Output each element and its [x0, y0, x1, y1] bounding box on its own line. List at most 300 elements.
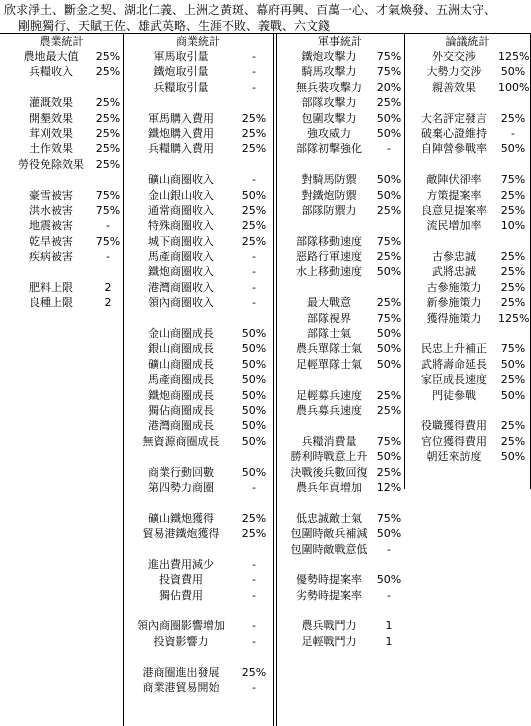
- stat-value: 25%: [241, 203, 267, 217]
- stat-row: [276, 542, 404, 557]
- stat-label: 部隊防禦力: [301, 203, 357, 217]
- stat-value: 25%: [241, 527, 267, 541]
- stat-row: [0, 218, 123, 233]
- stat-row: [404, 434, 531, 449]
- stat-value: 50%: [376, 357, 402, 371]
- stat-label: 良意見提案率: [421, 203, 487, 217]
- stat-label: 港灣商圈成長: [148, 419, 214, 433]
- stat-row: [276, 126, 404, 141]
- column-header: 論議統計: [445, 35, 490, 48]
- stat-row: [123, 449, 273, 464]
- stat-value: 50%: [376, 265, 402, 279]
- stat-value: -: [252, 50, 256, 63]
- stat-label: 古參忠誠: [432, 250, 476, 264]
- column-divider: [276, 34, 277, 726]
- stat-row: [404, 188, 531, 203]
- stat-value: 50%: [241, 327, 267, 341]
- stat-label: 方策提案率: [426, 188, 482, 202]
- stat-value: 50%: [241, 434, 267, 448]
- stat-value: 100%: [498, 80, 530, 94]
- stat-row: [276, 295, 404, 310]
- stat-label: 足輕單隊士氣: [296, 357, 362, 371]
- stat-row: [123, 341, 273, 356]
- stat-label: 大名評定發言: [421, 111, 487, 125]
- stat-value: 50%: [376, 573, 402, 587]
- stat-row: [276, 157, 404, 172]
- stat-value: 25%: [95, 111, 121, 125]
- stat-row: [0, 95, 123, 110]
- stat-row: [0, 188, 123, 203]
- stat-row: [123, 634, 273, 649]
- stat-row: [0, 295, 123, 310]
- stat-value: 50%: [241, 465, 267, 479]
- stat-row: [123, 95, 273, 110]
- stat-row: [404, 295, 531, 310]
- stat-row: [404, 203, 531, 218]
- stat-row: [123, 295, 273, 310]
- stat-label: 豪雪被害: [29, 188, 73, 202]
- stat-row: [123, 372, 273, 387]
- stat-row: [276, 418, 404, 433]
- stat-row: [123, 280, 273, 295]
- stat-row: [276, 588, 404, 603]
- stat-row: [123, 434, 273, 449]
- stat-label: 古參施策力: [426, 280, 482, 294]
- stat-label: 最大戰意: [307, 296, 351, 310]
- stat-value: 75%: [95, 203, 121, 217]
- stat-label: 民忠上升補正: [421, 342, 487, 356]
- stat-label: 劣勢時提案率: [296, 588, 362, 602]
- stat-row: [123, 157, 273, 172]
- stat-label: 部隊攻擊力: [301, 96, 357, 110]
- stat-label: 新參施策力: [426, 296, 482, 310]
- stat-value: 25%: [500, 250, 526, 264]
- column-divider: [273, 34, 274, 726]
- stat-row: [276, 495, 404, 510]
- stat-value: 50%: [241, 357, 267, 371]
- stat-row: [123, 64, 273, 79]
- stat-row: [276, 280, 404, 295]
- stat-row: [404, 449, 531, 464]
- stat-value: 50%: [376, 173, 402, 187]
- stat-label: 農地最大值: [23, 50, 79, 63]
- stat-row: [123, 172, 273, 187]
- stat-label: 良種上限: [29, 296, 73, 310]
- stat-row: [276, 234, 404, 249]
- stat-row: [404, 95, 531, 110]
- council-stats-column: [404, 34, 531, 726]
- stat-label: 自陣營參戰率: [421, 142, 487, 156]
- stat-value: 75%: [376, 434, 402, 448]
- stat-row: [123, 126, 273, 141]
- column-divider: [123, 34, 124, 726]
- stat-row: [276, 372, 404, 387]
- stat-label: 港商圈進出發展: [142, 665, 220, 679]
- stat-value: -: [387, 142, 391, 156]
- stat-value: 25%: [95, 126, 121, 140]
- stat-value: -: [252, 265, 256, 279]
- stat-label: 投資影響力: [153, 634, 209, 648]
- stat-value: 75%: [376, 311, 402, 325]
- stat-label: 包圍攻擊力: [301, 111, 357, 125]
- stat-row: [123, 188, 273, 203]
- stat-label: 銀山商圈成長: [148, 342, 214, 356]
- stat-value: 75%: [376, 50, 402, 63]
- stat-value: 50%: [500, 357, 526, 371]
- stat-row: [404, 249, 531, 264]
- stat-value: 50%: [376, 527, 402, 541]
- stat-label: 礦山鐵炮獲得: [148, 511, 214, 525]
- stat-label: 軍馬購入費用: [148, 111, 214, 125]
- stat-row: [123, 557, 273, 572]
- stat-value: 25%: [376, 250, 402, 264]
- stat-row: [276, 80, 404, 95]
- stat-label: 洪水被害: [29, 203, 73, 217]
- stat-label: 農兵單隊士氣: [296, 342, 362, 356]
- stat-label: 足輕戰鬥力: [301, 634, 357, 648]
- stat-value: 25%: [241, 142, 267, 156]
- stat-row: [404, 64, 531, 79]
- stat-row: [0, 80, 123, 95]
- stat-row: [404, 80, 531, 95]
- stat-row: [0, 49, 123, 64]
- stat-row: [123, 542, 273, 557]
- stat-value: 50%: [241, 388, 267, 402]
- stat-label: 低忠誠敵士氣: [296, 511, 362, 525]
- stat-row: [404, 418, 531, 433]
- stat-label: 兵糧消費量: [301, 434, 357, 448]
- stat-value: 25%: [376, 296, 402, 310]
- stat-value: -: [252, 681, 256, 695]
- stat-value: 25%: [241, 111, 267, 125]
- stat-value: 25%: [241, 665, 267, 679]
- stat-row: [404, 341, 531, 356]
- stat-label: 家臣成長速度: [421, 373, 487, 387]
- stat-label: 鐵炮商圈收入: [148, 265, 214, 279]
- stat-value: 50%: [376, 450, 402, 464]
- stat-row: [276, 326, 404, 341]
- stat-value: 25%: [500, 373, 526, 387]
- stat-label: 商業行動回數: [148, 465, 214, 479]
- stat-label: 無資源商圈成長: [142, 434, 220, 448]
- stat-value: 25%: [500, 434, 526, 448]
- stat-label: 外交交涉: [432, 50, 476, 63]
- stat-row: [123, 480, 273, 495]
- stat-label: 門徒參戰: [432, 388, 476, 402]
- stat-label: 礦山商圈成長: [148, 357, 214, 371]
- stat-value: 25%: [241, 126, 267, 140]
- title-banner: [0, 0, 531, 34]
- stat-row: [0, 157, 123, 172]
- stat-value: 125%: [498, 311, 530, 325]
- stat-row: [276, 434, 404, 449]
- stat-value: 25%: [500, 280, 526, 294]
- stat-label: 茸刈效果: [29, 126, 73, 140]
- stat-label: 兵糧取引量: [153, 80, 209, 94]
- stat-row: [123, 264, 273, 279]
- column-divider: [404, 34, 405, 489]
- agriculture-stats-column: [0, 34, 123, 726]
- stat-row: [123, 234, 273, 249]
- stat-row: [276, 572, 404, 587]
- stat-row: [276, 249, 404, 264]
- stat-value: 25%: [500, 419, 526, 433]
- title-line-2: 剛腕獨行、天賦王佐、雄武英略、生涯不敗、義戰、六文錢: [18, 19, 331, 33]
- stat-label: 決戰後兵數回復: [290, 465, 368, 479]
- stat-label: 武將忠誠: [432, 265, 476, 279]
- stat-row: [0, 249, 123, 264]
- stat-row: [123, 418, 273, 433]
- stat-value: -: [387, 542, 391, 556]
- stat-row: [276, 511, 404, 526]
- stat-value: 50%: [376, 342, 402, 356]
- stat-row: [404, 264, 531, 279]
- stat-row: [276, 141, 404, 156]
- stat-label: 勞役免除效果: [18, 157, 84, 171]
- stat-label: 大勢力交涉: [426, 65, 482, 79]
- stat-label: 肥料上限: [29, 280, 73, 294]
- stat-label: 對鐵炮防禦: [301, 188, 357, 202]
- stat-label: 通常商圈收入: [148, 203, 214, 217]
- stat-value: -: [511, 126, 515, 140]
- stat-label: 土作效果: [29, 142, 73, 156]
- stat-value: -: [106, 250, 110, 264]
- stat-row: [404, 280, 531, 295]
- stat-label: 獨佔費用: [159, 588, 203, 602]
- stat-row: [276, 64, 404, 79]
- stat-label: 優勢時提案率: [296, 573, 362, 587]
- stat-value: 25%: [376, 96, 402, 110]
- stat-value: -: [387, 588, 391, 602]
- stat-row: [0, 234, 123, 249]
- stat-row: [0, 141, 123, 156]
- stat-value: -: [252, 588, 256, 602]
- stat-label: 領內商圈收入: [148, 296, 214, 310]
- stat-value: 25%: [376, 403, 402, 417]
- stat-label: 獲得施策力: [426, 311, 482, 325]
- stat-value: 125%: [498, 50, 530, 63]
- stat-row: [276, 172, 404, 187]
- stat-value: 25%: [241, 234, 267, 248]
- stat-row: [123, 388, 273, 403]
- stat-row: [123, 511, 273, 526]
- stat-row: [123, 526, 273, 541]
- stat-label: 部隊視界: [307, 311, 351, 325]
- stat-value: 25%: [95, 142, 121, 156]
- stat-row: [276, 480, 404, 495]
- stat-row: [276, 95, 404, 110]
- military-stats-column: [276, 34, 404, 726]
- stat-label: 強攻威力: [307, 126, 351, 140]
- stat-row: [0, 203, 123, 218]
- stat-row: [404, 218, 531, 233]
- stat-value: 10%: [500, 219, 526, 233]
- stat-value: 25%: [95, 50, 121, 63]
- commerce-stats-column: [123, 34, 273, 726]
- stat-label: 投資費用: [159, 573, 203, 587]
- stat-row: [123, 357, 273, 372]
- stat-row: [404, 49, 531, 64]
- stat-label: 鐵炮取引量: [153, 65, 209, 79]
- stat-row: [123, 111, 273, 126]
- stat-row: [123, 465, 273, 480]
- stat-label: 部隊士氣: [307, 327, 351, 341]
- stat-value: 50%: [376, 188, 402, 202]
- stat-row: [404, 141, 531, 156]
- stat-label: 勝利時戰意上升: [290, 450, 368, 464]
- stat-value: 50%: [500, 65, 526, 79]
- stat-row: [123, 572, 273, 587]
- stat-row: [123, 203, 273, 218]
- stat-value: -: [252, 619, 256, 633]
- stat-label: 足輕募兵速度: [296, 388, 362, 402]
- stat-value: 75%: [500, 173, 526, 187]
- stat-row: [276, 264, 404, 279]
- stat-value: -: [252, 573, 256, 587]
- stat-row: [404, 126, 531, 141]
- stat-label: 灌溉效果: [29, 96, 73, 110]
- stat-label: 礦山商圈收入: [148, 173, 214, 187]
- stat-label: 地震被害: [29, 219, 73, 233]
- stat-row: [123, 311, 273, 326]
- stat-label: 馬產商圈收入: [148, 250, 214, 264]
- stat-value: 75%: [95, 234, 121, 248]
- stat-row: [123, 80, 273, 95]
- stat-row: [276, 403, 404, 418]
- stat-row: [404, 326, 531, 341]
- stat-value: 25%: [95, 65, 121, 79]
- stat-row: [404, 388, 531, 403]
- stat-label: 無兵裝攻擊力: [296, 80, 362, 94]
- stat-value: 25%: [500, 296, 526, 310]
- stat-row: [123, 603, 273, 618]
- stat-label: 鐵炮購入費用: [148, 126, 214, 140]
- stat-value: 25%: [95, 96, 121, 110]
- stat-label: 貿易港鐵炮獲得: [142, 527, 220, 541]
- stat-row: [0, 64, 123, 79]
- stat-label: 部隊移動速度: [296, 234, 362, 248]
- stat-row: [123, 326, 273, 341]
- stat-label: 兵糧收入: [29, 65, 73, 79]
- stat-value: 50%: [376, 327, 402, 341]
- stat-label: 鐵炮商圈成長: [148, 388, 214, 402]
- stat-row: [276, 203, 404, 218]
- stat-value: -: [252, 480, 256, 494]
- stat-label: 敵陣伏卻率: [426, 173, 482, 187]
- stat-row: [123, 588, 273, 603]
- stat-row: [276, 188, 404, 203]
- stat-row: [123, 680, 273, 695]
- stat-row: [123, 495, 273, 510]
- stat-label: 破棄心證維持: [421, 126, 487, 140]
- stat-row: [276, 311, 404, 326]
- stat-value: 50%: [376, 111, 402, 125]
- stat-value: 50%: [500, 388, 526, 402]
- stat-value: 75%: [376, 65, 402, 79]
- stat-row: [404, 157, 531, 172]
- stat-row: [404, 372, 531, 387]
- stat-row: [276, 557, 404, 572]
- stat-value: -: [252, 557, 256, 571]
- stat-label: 領內商圈影響增加: [137, 619, 225, 633]
- stat-label: 水上移動速度: [296, 265, 362, 279]
- stat-value: 50%: [241, 419, 267, 433]
- stat-value: 25%: [241, 219, 267, 233]
- stat-label: 兵糧購入費用: [148, 142, 214, 156]
- stat-label: 役職獲得費用: [421, 419, 487, 433]
- stat-value: 25%: [376, 465, 402, 479]
- stat-row: [276, 449, 404, 464]
- stat-value: 25%: [500, 111, 526, 125]
- stat-value: 25%: [500, 188, 526, 202]
- column-header: 軍事統計: [318, 35, 362, 48]
- stat-value: -: [252, 634, 256, 648]
- stat-value: -: [106, 219, 110, 233]
- stat-value: 75%: [95, 188, 121, 202]
- stat-label: 金山商圈成長: [148, 327, 214, 341]
- stat-value: 50%: [500, 142, 526, 156]
- stat-row: [0, 264, 123, 279]
- stat-value: -: [252, 80, 256, 94]
- stat-row: [276, 111, 404, 126]
- stat-row: [404, 111, 531, 126]
- stat-label: 第四勢力商圈: [148, 480, 214, 494]
- stat-row: [123, 618, 273, 633]
- stat-label: 農兵戰鬥力: [301, 619, 357, 633]
- stat-value: 25%: [241, 511, 267, 525]
- stat-row: [276, 465, 404, 480]
- stat-value: 1: [385, 634, 393, 648]
- stat-value: 50%: [241, 373, 267, 387]
- stat-label: 部隊初擊強化: [296, 142, 362, 156]
- stat-row: [276, 341, 404, 356]
- stat-label: 流民增加率: [426, 219, 482, 233]
- stat-row: [123, 249, 273, 264]
- stat-label: 包圍時敵兵補減: [290, 527, 368, 541]
- stat-value: 20%: [376, 80, 402, 94]
- stat-label: 農兵年貢增加: [296, 480, 362, 494]
- stat-label: 包圍時敵戰意低: [290, 542, 368, 556]
- stat-value: -: [252, 173, 256, 187]
- stat-value: -: [252, 65, 256, 79]
- stat-row: [0, 126, 123, 141]
- stat-label: 惡路行軍速度: [296, 250, 362, 264]
- column-header: 商業統計: [176, 35, 220, 48]
- stat-row: [276, 218, 404, 233]
- stat-label: 馬產商圈成長: [148, 373, 214, 387]
- stat-value: 75%: [376, 511, 402, 525]
- stat-row: [0, 172, 123, 187]
- stat-value: 50%: [241, 403, 267, 417]
- stat-label: 進出費用減少: [148, 557, 214, 571]
- stat-row: [276, 526, 404, 541]
- stat-label: 官位獲得費用: [421, 434, 487, 448]
- stat-label: 獨佔商圈成長: [148, 403, 214, 417]
- stat-value: 25%: [376, 388, 402, 402]
- stat-label: 軍馬取引量: [153, 50, 209, 63]
- stat-label: 農兵募兵速度: [296, 403, 362, 417]
- stat-label: 商業港貿易開始: [142, 681, 220, 695]
- stat-value: 75%: [500, 342, 526, 356]
- stat-row: [276, 618, 404, 633]
- stat-label: 特殊商圈收入: [148, 219, 214, 233]
- column-header: 農業統計: [39, 35, 84, 48]
- stat-label: 疾病被害: [29, 250, 73, 264]
- stat-value: 25%: [95, 157, 121, 171]
- stat-label: 親善效果: [432, 80, 476, 94]
- stat-value: 50%: [500, 450, 526, 464]
- stat-row: [123, 218, 273, 233]
